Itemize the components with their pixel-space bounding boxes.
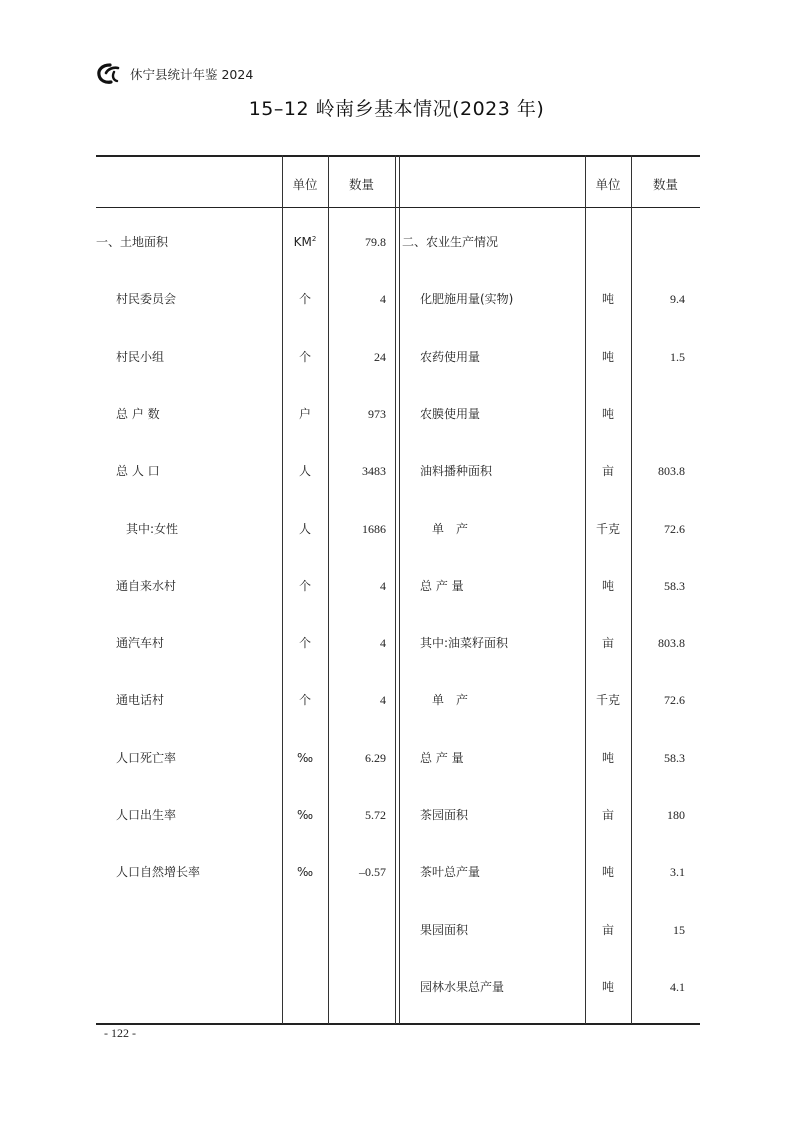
row-label: 其中:女性 (126, 521, 179, 536)
yearbook-title: 休宁县统计年鉴 2024 (130, 67, 254, 82)
row-label: 通自来水村 (116, 578, 177, 593)
unit-text: 个 (298, 349, 311, 364)
row-unit: 吨 (601, 578, 614, 593)
unit-text: ‰ (296, 808, 314, 822)
row-unit (282, 751, 328, 765)
row-label: 园林水果总产量 (420, 979, 505, 994)
row-value: 4 (380, 292, 386, 307)
row-value: 5.72 (365, 808, 386, 822)
unit-superscript: 2 (311, 235, 317, 243)
row-label: 化肥施用量(实物) (420, 292, 514, 307)
row-label: 茶叶总产量 (420, 865, 481, 880)
row-value: 4.1 (670, 979, 685, 994)
row-label: 村民委员会 (116, 292, 177, 307)
row-value: 4 (380, 693, 386, 708)
header-quantity-left: 数量 (348, 177, 374, 192)
row-label: 总 人 口 (116, 464, 160, 479)
unit-text: ‰ (296, 865, 314, 880)
row-value: 1.5 (670, 349, 685, 364)
page-number: - 122 - (104, 1026, 136, 1040)
unit-text: ‰ (296, 750, 314, 765)
row-value: 72.6 (664, 693, 685, 708)
row-label: 村民小组 (116, 349, 165, 364)
row-label: 农膜使用量 (420, 406, 481, 421)
row-value: 72.6 (664, 521, 685, 536)
row-unit: 亩 (601, 464, 614, 479)
row-unit: 吨 (601, 750, 614, 765)
row-value: 6.29 (365, 750, 386, 765)
row-label: 人口死亡率 (116, 750, 177, 765)
row-label: 油料播种面积 (420, 464, 493, 479)
row-label: 其中:油菜籽面积 (420, 636, 509, 651)
row-unit: 亩 (601, 922, 614, 937)
row-unit (282, 464, 328, 478)
row-value: 4 (380, 636, 386, 651)
row-unit: 千克 (595, 521, 620, 536)
yearbook-logo-icon (96, 62, 124, 86)
unit-text: 个 (298, 292, 311, 307)
row-value: –0.57 (359, 865, 386, 880)
row-label: 果园面积 (420, 922, 469, 937)
statistics-table (96, 155, 700, 1025)
page-title: 15–12 岭南乡基本情况(2023 年) (248, 98, 545, 120)
row-value: 58.3 (664, 578, 685, 593)
row-value: 1686 (362, 521, 386, 536)
unit-text: 个 (298, 693, 311, 708)
row-label: 人口自然增长率 (116, 865, 201, 880)
row-label: 单 产 (432, 693, 469, 708)
header-unit-left: 单位 (292, 177, 318, 192)
row-unit (282, 522, 328, 536)
row-value: 973 (368, 406, 386, 421)
row-label: 通汽车村 (116, 636, 165, 651)
row-unit (282, 808, 328, 822)
row-value: 58.3 (664, 750, 685, 765)
row-unit (282, 350, 328, 364)
row-value: 803.8 (658, 464, 685, 479)
unit-text: 个 (298, 636, 311, 651)
header-quantity-right: 数量 (652, 177, 678, 192)
table-top-rule (96, 155, 700, 157)
header-unit-right: 单位 (595, 177, 621, 192)
unit-text: 人 (298, 521, 311, 536)
row-unit: 吨 (601, 406, 614, 421)
row-unit: 亩 (601, 808, 614, 822)
row-unit: 千克 (595, 693, 620, 708)
row-value: 180 (667, 808, 685, 822)
row-label: 农药使用量 (420, 349, 481, 364)
unit-text: 人 (298, 464, 311, 479)
row-value: 3.1 (670, 865, 685, 880)
row-unit: 亩 (601, 636, 614, 651)
row-label: 茶园面积 (420, 808, 469, 822)
row-label: 总 产 量 (420, 750, 464, 765)
row-unit (282, 693, 328, 707)
row-unit (282, 865, 328, 879)
row-value: 15 (673, 922, 685, 937)
row-label: 总 产 量 (420, 578, 464, 593)
table-header-rule (96, 207, 700, 208)
row-unit (282, 579, 328, 593)
row-unit: 吨 (601, 349, 614, 364)
row-unit: 吨 (601, 865, 614, 880)
row-label: 通电话村 (116, 693, 165, 708)
row-label: 一、土地面积 (96, 235, 169, 249)
row-unit (282, 235, 328, 249)
unit-text: KM (293, 235, 312, 249)
table-bottom-rule (96, 1023, 700, 1025)
row-value: 79.8 (365, 235, 386, 249)
unit-text: 个 (298, 578, 311, 593)
row-value: 3483 (362, 464, 386, 479)
row-value: 24 (374, 349, 386, 364)
row-label: 单 产 (432, 521, 469, 536)
row-label: 人口出生率 (116, 808, 177, 822)
row-label: 二、农业生产情况 (402, 235, 499, 249)
row-unit (282, 407, 328, 421)
row-value: 803.8 (658, 636, 685, 651)
row-unit (282, 292, 328, 306)
row-value: 9.4 (670, 292, 685, 307)
row-unit: 吨 (601, 979, 614, 994)
unit-text: 户 (298, 406, 311, 421)
column-divider (395, 155, 396, 1024)
row-unit (282, 636, 328, 650)
row-unit: 吨 (601, 292, 614, 307)
row-label: 总 户 数 (116, 406, 160, 421)
column-divider (399, 155, 400, 1024)
page-header (96, 62, 253, 86)
row-value: 4 (380, 578, 386, 593)
